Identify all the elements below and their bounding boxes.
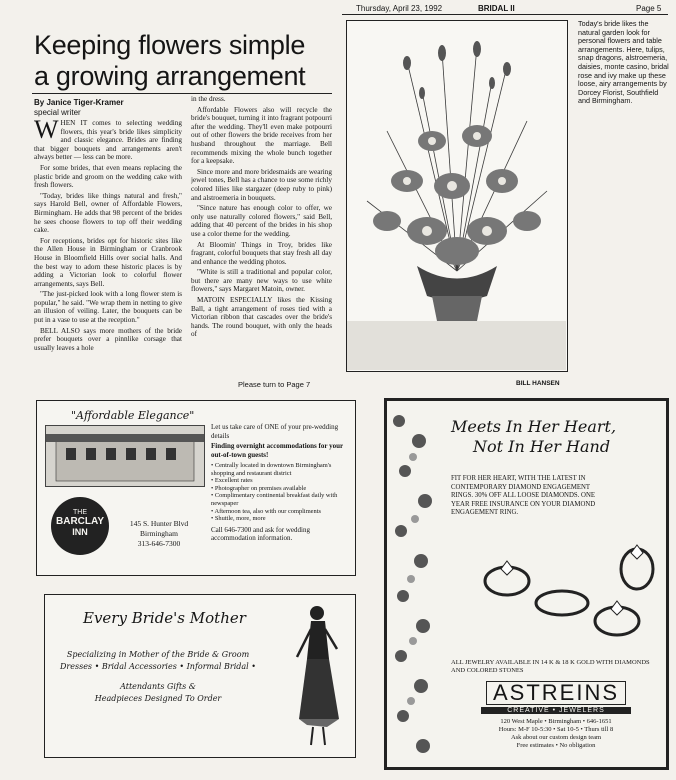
astreins-jewelers-ad [384,398,669,770]
astreins-address-3: Ask about our custom design team [510,734,602,741]
paragraph: "The just-picked look with a long flower stem is popular," he said. "We wrap them in netting to give an illusion of veiling. Later, the bouquets can be put in a vase to use at the reception." [34,290,182,325]
barclay-ad-copy [211,423,349,543]
article-headline [34,30,334,92]
inn-building-image [45,425,205,487]
logo-inn: INN [72,527,88,537]
astreins-headline [451,417,616,457]
paragraph: "Today, brides like things natural and fresh," says Harold Bell, owner of Affordable Flowers, Birmingham. He adds that 98 percent of the brides he sees choose flowers to top off their wedding cake. [34,191,182,235]
list-item: • Afternoon tea, also with our compliments [211,507,321,515]
astreins-headline-2: Not In Her Hand [473,437,611,456]
barclay-inn-ad [36,400,356,576]
list-item: • Centrally located in downtown Birmingham's shopping and restaurant district [211,462,332,477]
mother-ad-line-3: Attendants Gifts & [120,682,196,691]
photo-caption: Today's bride likes the natural garden look for personal flowers and table arrangements. Here, tulips, snap dragons, alstroemeria, daisies, monte casino, bridal rose and ivy make up these loose, airy arrangements by Dorcey Florist, Southfield and Birmingham. [578,19,669,106]
paragraph: At Bloomin' Things in Troy, brides like fragrant, colorful bouquets that stay fresh all day and enhance the wedding photos. [191,240,332,266]
mother-ad-line-4: Headpieces Designed To Order [94,694,222,703]
flower-photo [346,20,568,372]
headline-rule [32,93,332,94]
astreins-logo: ASTREINS [486,681,626,705]
flower-arrangement-illustration [347,21,566,370]
list-item: • Shuttle, more, more [211,515,266,523]
astreins-address-2: Hours: M-F 10-5:30 • Sat 10-5 • Thurs till 8 [498,726,614,733]
mother-ad-line-2: Dresses • Bridal Accessories • Informal Bridal • [60,662,256,671]
paragraph: in the dress. [191,95,226,103]
floral-border-decoration [387,401,445,767]
mother-ad-title: Every Bride's Mother [83,609,246,627]
paragraph: BELL ALSO says more mothers of the bride prefer bouquets over a pinnlike corsage that usually leaves a hole [34,326,182,352]
astreins-headline-1: Meets In Her Heart, [451,417,617,436]
section-name: BRIDAL II [478,4,515,13]
article-column-2 [191,95,332,381]
astreins-address-4: Free estimates • No obligation [516,742,596,749]
address-street: 145 S. Hunter Blvd [129,519,189,528]
barclay-ad-title: "Affordable Elegance" [71,409,195,422]
ad-closing: Call 646-7300 and ask for wedding accommodation information. [211,525,310,543]
barclay-inn-logo [51,497,109,555]
barclay-address [113,519,205,549]
paragraph: For receptions, brides opt for historic sites like the Allen House in Birmingham or Cranbrook House in Bloomfield Hills over social halls. And the best way to adorn these historic places is by adding a Victorian look to colorful flower arrangements, says Bell. [34,236,182,288]
astreins-brand-block [451,681,661,750]
photo-credit: BILL HANSEN [516,380,560,387]
headline-line-2: a growing arrangement [34,61,306,91]
astreins-body: FIT FOR HER HEART, WITH THE LATEST IN CONTEMPORARY DIAMOND ENGAGEMENT RINGS. 30% OFF ALL LOOSE DIAMONDS. ONE YEAR FREE INSURANCE ON YOUR DIAMOND ENGAGEMENT RING. [451,475,596,516]
byline: By Janice Tiger-Kramer [34,98,124,107]
continued-line: Please turn to Page 7 [238,380,311,389]
mother-ad-copy [53,649,263,705]
article-column-1 [34,119,182,388]
paragraph: For some brides, that even means replacing the plastic bride and groom on the wedding cake with fresh flowers. [34,163,182,190]
phone-number: 313-646-7300 [137,539,181,548]
astreins-tagline: CREATIVE • JEWELERS [481,707,631,714]
list-item: • Photographer on premises available [211,484,307,492]
list-item: • Excellent rates [211,477,253,485]
ad-intro: Let us take care of ONE of your pre-wedding details [211,423,339,440]
address-city: Birmingham [140,529,178,538]
issue-date: Thursday, April 23, 1992 [356,4,443,13]
header-rule [342,14,668,15]
list-item: • Complimentary continental breakfast daily with newspaper [211,492,338,507]
logo-barclay: BARCLAY [56,516,104,527]
paragraph: Affordable Flowers also will recycle the bride's bouquet, turning it into fragrant potpourri after the wedding. They'll even make potpourri out of other flowers the bride receives from her husband throughout the marriage. Bell recommends mixing the whole bunch together for a keepsake. [191,105,332,166]
page-number: Page 5 [636,4,662,13]
paragraph: "Since nature has enough color to offer, we only use naturally colored flowers," said Bell, adding that 40 percent of the brides in his shop use a color theme for the wedding. [191,204,332,238]
astreins-fine-print: ALL JEWELRY AVAILABLE IN 14 K & 18 K GOLD WITH DIAMONDS AND COLORED STONES [451,659,650,674]
paragraph: "White is still a traditional and popular color, but there are many new ways to use white flowers," says Margaret Matoin, owner. [191,268,332,294]
woman-in-dress-illustration [277,599,347,749]
building-illustration [46,426,204,486]
byline-role: special writer [34,108,81,117]
diamond-rings-illustration [457,541,657,651]
feature-list [211,462,349,523]
logo-the: THE [73,509,87,516]
mother-ad-line-1: Specializing in Mother of the Bride & Groom [66,650,250,659]
paragraph: MATOIN ESPECIALLY likes the Kissing Ball, a tight arrangement of roses tied with a Victorian ribbon that cascades over the bride's hands. The round bouquet, with only the heads of [191,296,332,339]
drop-cap: W [34,119,59,144]
headline-line-1: Keeping flowers simple [34,30,306,60]
every-brides-mother-ad [44,594,356,758]
paragraph: HEN IT comes to selecting wedding flowers, this year's bride likes simplicity and classic elegance. Brides are finding that bigger bouquets and arrangements aren't always better — less can be more. [34,119,182,162]
astreins-address-1: 120 West Maple • Birmingham • 646-1651 [500,718,612,725]
ad-intro-2: Finding overnight accommodations for your out-of-town guests! [211,442,343,459]
paragraph: Since more and more bridesmaids are wearing jewel tones, Bell has a chance to use some richly colored lilies like stargazer (deep ruby to pink) and alstroemeria in bouquets. [191,167,332,202]
